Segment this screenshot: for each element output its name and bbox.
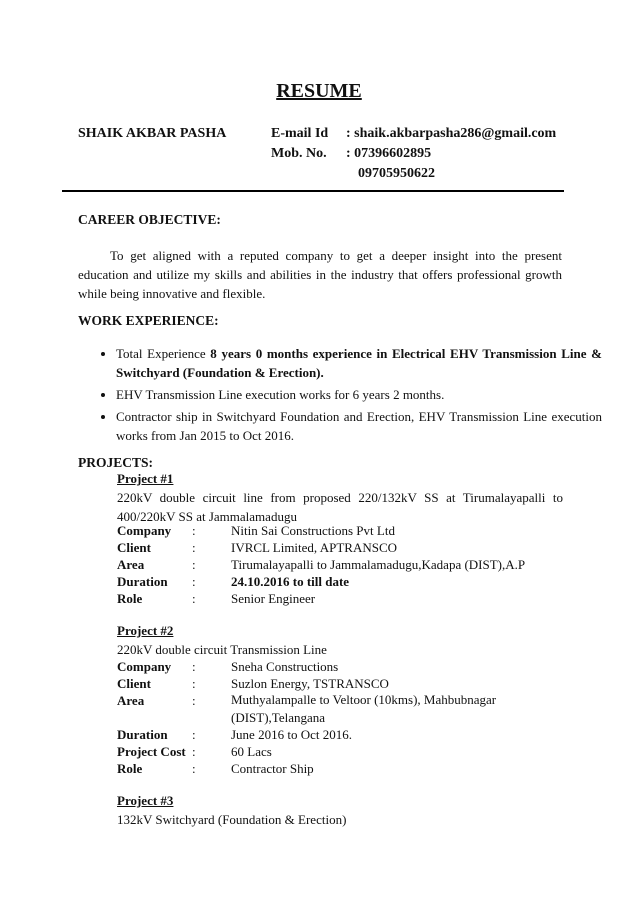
mobile-value: : 07396602895 [346, 146, 432, 161]
row-label: Company [117, 659, 172, 674]
row-value: Suzlon Energy, TSTRANSCO [231, 676, 389, 691]
row-value: June 2016 to Oct 2016. [231, 727, 352, 742]
career-objective-heading: CAREER OBJECTIVE: [78, 212, 221, 227]
career-objective-text [78, 246, 562, 303]
bullet-text: Total Experience [116, 346, 211, 361]
row-value: 24.10.2016 to till date [231, 574, 350, 589]
bullet-bold-text: 8 years 0 months experience in Electrical EHV Transmission Line & Switchyard (Foundation & Erection). [116, 346, 602, 380]
mobile-value-secondary: 09705950622 [358, 166, 435, 181]
row-colon: : [192, 693, 196, 708]
row-label: Client [117, 540, 151, 555]
row-colon: : [192, 540, 196, 555]
row-value: Muthyalampalle to Veltoor (10kms), Mahbubnagar (DIST),Telangana [231, 692, 497, 725]
projects-heading: PROJECTS: [78, 455, 154, 470]
list-item: • EHV Transmission Line execution works for 6 years 2 months. [116, 385, 602, 404]
list-item [116, 344, 602, 382]
work-experience-heading: WORK EXPERIENCE: [78, 313, 219, 328]
project-2-title: Project #2 [117, 623, 174, 638]
project-2-area-row [117, 691, 567, 727]
row-label: Role [117, 761, 143, 776]
row-value: Senior Engineer [231, 591, 316, 606]
row-colon: : [192, 523, 196, 538]
career-objective-body: To get aligned with a reputed company to get a deeper insight into the present education and utilize my skills and abilities in the industry that offers professional growth while being innovative and flexible. [78, 248, 562, 301]
row-label: Project Cost [117, 744, 186, 759]
project-2-description: 220kV double circuit Transmission Line [117, 642, 327, 657]
email-value[interactable]: : shaik.akbarpasha286@gmail.com [346, 126, 557, 141]
row-value: Nitin Sai Constructions Pvt Ltd [231, 523, 395, 538]
list-item: • Contractor ship in Switchyard Foundation and Erection, EHV Transmission Line execution works from Jan 2015 to Oct 2016. [116, 407, 602, 445]
row-colon: : [192, 557, 196, 572]
project-1-title: Project #1 [117, 471, 174, 486]
row-value: Contractor Ship [231, 761, 314, 776]
row-colon: : [192, 659, 196, 674]
row-label: Area [117, 693, 145, 708]
project-1-description: 220kV double circuit line from proposed 220/132kV SS at Tirumalayapalli to 400/220kV SS at Jammalamadugu [117, 490, 563, 524]
row-colon: : [192, 574, 196, 589]
row-value: Sneha Constructions [231, 659, 339, 674]
project-3-title: Project #3 [117, 793, 174, 808]
project-2-role-row [117, 759, 567, 778]
row-label: Duration [117, 574, 168, 589]
page-title: RESUME [276, 80, 362, 102]
row-value: IVRCL Limited, APTRANSCO [231, 540, 398, 555]
row-label: Company [117, 523, 172, 538]
row-value: Tirumalayapalli to Jammalamadugu,Kadapa (DIST),A.P [231, 557, 526, 572]
row-colon: : [192, 676, 196, 691]
row-colon: : [192, 761, 196, 776]
candidate-name: SHAIK AKBAR PASHA [78, 126, 227, 141]
project-1-role-row [117, 589, 567, 608]
row-label: Client [117, 676, 151, 691]
mobile-label: Mob. No. [271, 146, 327, 161]
row-label: Duration [117, 727, 168, 742]
email-label: E-mail Id [271, 126, 329, 141]
row-label: Area [117, 557, 145, 572]
row-value: 60 Lacs [231, 744, 272, 759]
row-colon: : [192, 744, 196, 759]
project-3-description: 132kV Switchyard (Foundation & Erection) [117, 812, 347, 827]
row-label: Role [117, 591, 143, 606]
row-colon: : [192, 591, 196, 606]
row-colon: : [192, 727, 196, 742]
work-experience-list [78, 344, 602, 448]
header-divider [62, 190, 564, 192]
